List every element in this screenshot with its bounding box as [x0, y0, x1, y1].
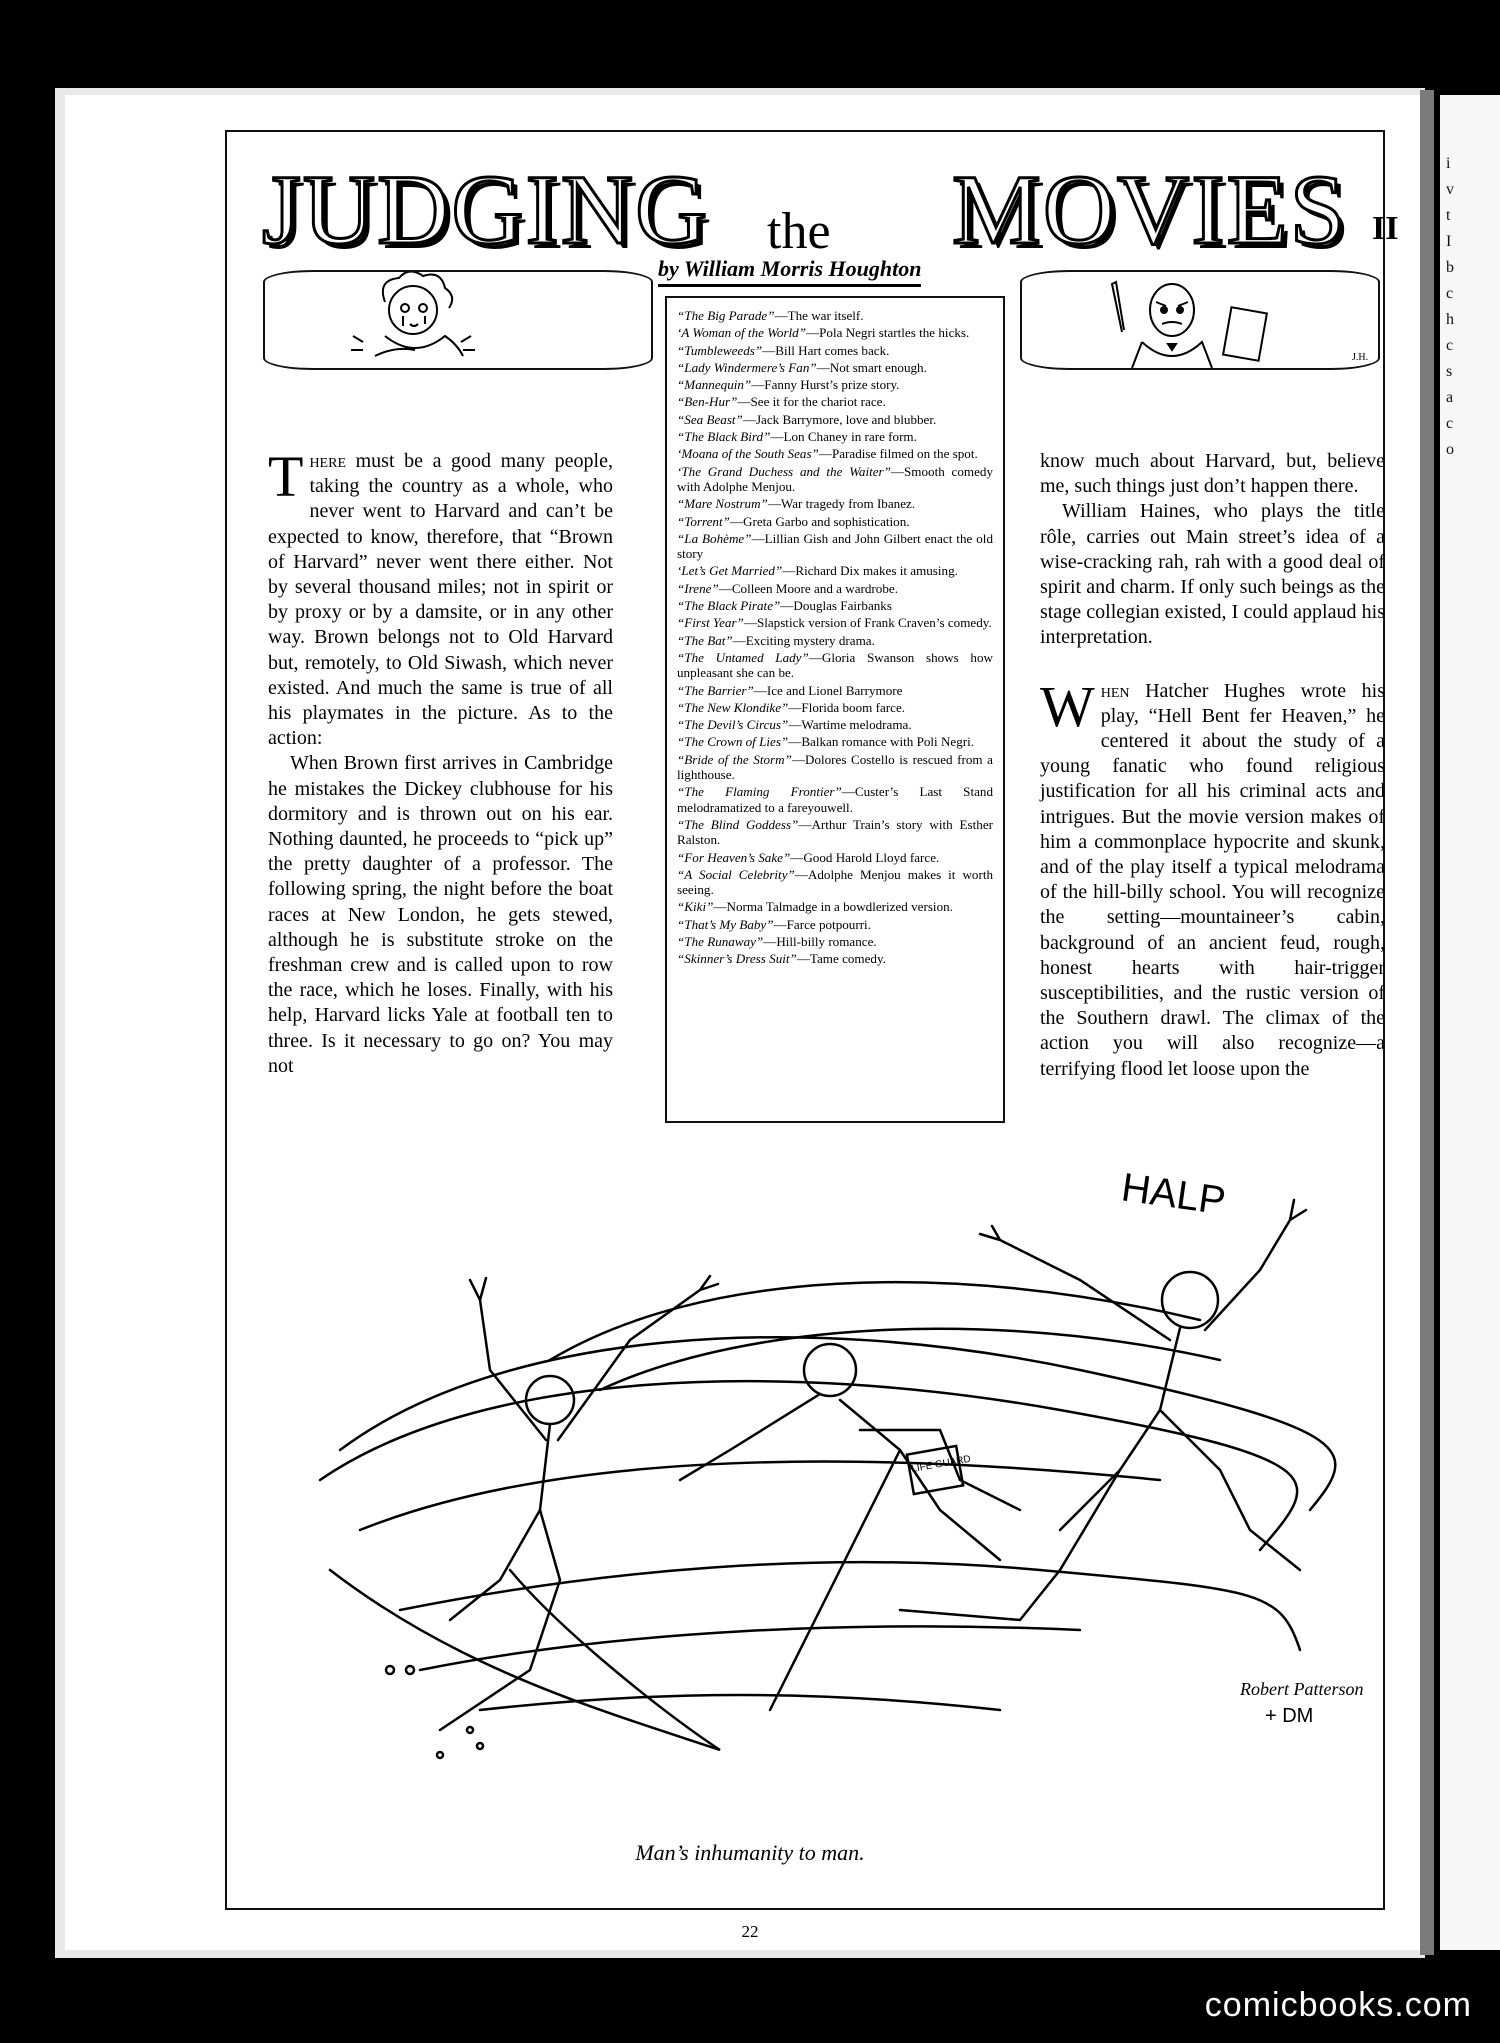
movie-list-item — [677, 951, 993, 966]
adjacent-page-fragment: c — [1446, 285, 1454, 302]
movie-title: “Bride of the Storm” — [677, 751, 792, 767]
watermark: comicbooks.com — [1204, 1986, 1472, 2024]
paragraph-4: William Haines, who plays the title rôle, carries out Main street’s idea of a wise-cracking rah, rah with a good deal of spirit and charm. If only such beings as the stage collegian existed, I could applaud his interpretation. — [1040, 500, 1385, 649]
movie-verdict: —Balkan romance with Poli Negri. — [788, 734, 975, 750]
movie-title: “Ben-Hur” — [677, 394, 738, 410]
movie-list-item — [677, 700, 993, 715]
critic-with-pen-illustration — [1022, 272, 1378, 368]
movie-title: “Lady Windermere’s Fan” — [677, 359, 817, 375]
adjacent-page-fragment: v — [1446, 181, 1454, 198]
movie-verdict: —Lillian Gish and John Gilbert enact the old story — [677, 530, 993, 562]
movie-title: “Torrent” — [677, 513, 730, 529]
adjacent-page-fragment: c — [1446, 337, 1454, 354]
movie-title: ‘Moana of the South Seas” — [677, 446, 819, 462]
adjacent-page-fragment: I — [1446, 233, 1452, 250]
movie-list-item — [677, 446, 993, 461]
movie-title: “The Big Parade” — [677, 308, 775, 323]
movie-list-box — [665, 296, 1005, 1123]
movie-title: “Tumbleweeds” — [677, 342, 763, 358]
paragraph-5-text: Hatcher Hughes wrote his play, “Hell Bent fer Heaven,” he centered it about the study of a young fanatic who found religious justification for all his criminal acts and intrigues. But the movie version makes of him a commonplace hypocrite and skunk, and of the play itself a typical melodrama of the hill-billy school. You will recognize the setting—mountaineer’s cabin, background of an ancient feud, rough, honest hearts with hair-trigger susceptibilities, and the rustic version of the Southern drawl. The climax of the action you will also recognize—a terrifying flood let loose upon the — [1040, 679, 1385, 1080]
dropcap-t: T — [268, 444, 304, 509]
movie-title: ‘The Grand Duchess and the Waiter” — [677, 463, 891, 479]
movie-verdict: —See it for the chariot race. — [737, 394, 886, 410]
cartoon-panel-left — [263, 270, 653, 370]
movie-list-item — [677, 531, 993, 562]
movie-list-item — [677, 563, 993, 578]
movie-list-item — [677, 429, 993, 444]
paragraph-1-lead: here — [309, 450, 346, 472]
title-the: the — [767, 203, 831, 260]
movie-title: “First Year” — [677, 615, 744, 631]
movie-title: “The Blind Goddess” — [677, 816, 799, 832]
flood-drawing — [300, 1150, 1380, 1810]
movie-list-item — [677, 464, 993, 495]
title-judging: JUDGING — [262, 154, 710, 265]
movie-title: “Mare Nostrum” — [677, 496, 768, 512]
movie-list-item — [677, 683, 993, 698]
movie-list-item — [677, 633, 993, 648]
movie-verdict: —Fanny Hurst’s prize story. — [751, 377, 900, 393]
movie-title: “Sea Beast” — [677, 411, 743, 427]
movie-list-item — [677, 615, 993, 630]
adjacent-page-fragment: h — [1446, 311, 1454, 328]
movie-list-item — [677, 934, 993, 949]
movie-verdict: —Arthur Train’s story with Esther Ralston. — [677, 816, 993, 848]
cartoon-panel-right — [1020, 270, 1380, 370]
movie-list-item — [677, 817, 993, 848]
movie-list-item — [677, 308, 993, 323]
movie-verdict: —Wartime melodrama. — [788, 717, 912, 733]
movie-verdict: —Paradise filmed on the spot. — [818, 446, 978, 462]
adjacent-page — [1440, 95, 1500, 1950]
movie-verdict: —Norma Talmadge in a bowdlerized version. — [713, 899, 953, 915]
movie-title: “Mannequin” — [677, 377, 752, 393]
life-guard-label: LIFE GUARD — [910, 1453, 972, 1475]
movie-list-item — [677, 867, 993, 898]
movie-verdict: —Colleen Moore and a wardrobe. — [718, 580, 898, 596]
movie-verdict: —Exciting mystery drama. — [732, 632, 875, 648]
paragraph-2: When Brown first arrives in Cambridge he mistakes the Dickey clubhouse for his dormitory and is thrown out on his ear. Nothing daunted, he proceeds to “pick up” the pretty daughter of a professor. The following spring, the night before the boat races at New London, he gets stewed, although he is substitute stroke on the freshman crew and is called upon to row the race, which he loses. Finally, with his help, Harvard licks Yale at football ten to three. Is it necessary to go on? You may not — [268, 752, 613, 1077]
movie-title: ‘A Woman of the World” — [677, 325, 807, 341]
movie-verdict: —Florida boom farce. — [788, 699, 906, 715]
page-number: 22 — [741, 1922, 759, 1941]
adjacent-page-fragment: c — [1446, 415, 1454, 432]
movie-verdict: —Good Harold Lloyd farce. — [790, 849, 940, 865]
movie-list-item — [677, 598, 993, 613]
title-numeral: II — [1372, 210, 1399, 247]
movie-verdict: —Greta Garbo and sophistication. — [729, 513, 910, 529]
movie-title: ‘Let’s Get Married” — [677, 563, 783, 579]
movie-title: “La Bohème” — [677, 530, 752, 546]
movie-title: “The Barrier” — [677, 682, 754, 698]
movie-list-item — [677, 325, 993, 340]
movie-verdict: —Adolphe Menjou makes it worth seeing. — [677, 866, 994, 898]
movie-verdict: —The war itself. — [774, 308, 864, 323]
movie-list-item — [677, 717, 993, 732]
crying-woman-illustration — [265, 272, 651, 368]
movie-verdict: —Custer’s Last Stand melodramatized to a fareyouwell. — [677, 784, 993, 815]
movie-verdict: —Pola Negri startles the hicks. — [806, 325, 970, 341]
halp-shout: HALP — [1118, 1165, 1229, 1224]
movie-verdict: —Smooth comedy with Adolphe Menjou. — [677, 463, 994, 494]
dropcap-w: W — [1040, 673, 1095, 739]
movie-title: “The New Klondike” — [677, 699, 789, 715]
movie-title: “Kiki” — [677, 899, 714, 915]
movie-title: “A Social Celebrity” — [677, 866, 795, 882]
movie-list-item — [677, 850, 993, 865]
movie-title: “The Crown of Lies” — [677, 734, 789, 750]
movie-list-item — [677, 377, 993, 392]
paragraph-1 — [268, 444, 613, 751]
movie-verdict: —Dolores Costello is rescued from a lighthouse. — [677, 751, 993, 783]
adjacent-page-fragment: a — [1446, 389, 1454, 406]
movie-verdict: —Ice and Lionel Barrymore — [753, 682, 903, 698]
movie-title: “The Black Pirate” — [677, 598, 781, 614]
article-title — [262, 154, 1399, 270]
svg-text:J.H.: J.H. — [1352, 352, 1369, 363]
movie-verdict: —Douglas Fairbanks — [780, 598, 892, 614]
movie-list-item — [677, 360, 993, 375]
movie-list-item — [677, 343, 993, 358]
movie-list-item — [677, 581, 993, 596]
spine-shadow — [1420, 90, 1434, 1955]
movie-list-item — [677, 917, 993, 932]
movie-verdict: —Slapstick version of Frank Craven’s comedy. — [743, 615, 992, 631]
byline: by William Morris Houghton — [658, 256, 921, 287]
movie-verdict: —War tragedy from Ibanez. — [767, 496, 916, 512]
movie-verdict: —Gloria Swanson shows how unpleasant she can be. — [677, 649, 993, 681]
left-column — [268, 444, 613, 1079]
adjacent-page-fragment: b — [1446, 259, 1454, 276]
paragraph-5-lead: hen — [1100, 679, 1130, 702]
paragraph-1-text: must be a good many people, taking the country as a whole, who never went to Harvard and can’t be expected to know, therefore, that “Brown of Harvard” never went there either. Not by several thousand miles; not in spirit or by proxy or by a damsite, or in any other way. Brown belongs not to Old Harvard but, remotely, to Old Siwash, which never existed. And much the same is true of all his playmates in the picture. As to the action: — [268, 450, 613, 750]
movie-list-item — [677, 734, 993, 749]
movie-verdict: —Not smart enough. — [816, 359, 927, 375]
movie-verdict: —Jack Barrymore, love and blubber. — [742, 411, 937, 427]
movie-list-item — [677, 899, 993, 914]
movie-title: “The Runaway” — [677, 933, 764, 949]
movie-title: “The Untamed Lady” — [677, 649, 809, 665]
movie-title: “The Flaming Frontier” — [677, 784, 842, 800]
movie-title: “Irene” — [677, 580, 719, 596]
movie-title: “The Black Bird” — [677, 429, 771, 445]
movie-verdict: —Bill Hart comes back. — [762, 342, 890, 358]
movie-list-item — [677, 394, 993, 409]
movie-list-item — [677, 650, 993, 681]
movie-list-item — [677, 514, 993, 529]
illustration-caption: Man’s inhumanity to man. — [635, 1840, 865, 1865]
movie-title: “That’s My Baby” — [677, 916, 774, 932]
adjacent-page-fragment: o — [1446, 441, 1454, 458]
movie-title: “Skinner’s Dress Suit” — [677, 951, 797, 967]
movie-title: “The Bat” — [677, 632, 733, 648]
paragraph-5 — [1040, 673, 1385, 1082]
artist-signature: Robert Patterson — [1240, 1679, 1364, 1699]
movie-verdict: —Farce potpourri. — [773, 916, 871, 932]
movie-list-item — [677, 412, 993, 427]
artist-signature-2: + DM — [1265, 1705, 1314, 1727]
movie-list-item — [677, 496, 993, 511]
adjacent-page-fragment: s — [1446, 363, 1453, 380]
movie-verdict: —Lon Chaney in rare form. — [770, 429, 917, 445]
movie-title: “The Devil’s Circus” — [677, 717, 789, 733]
movie-verdict: —Tame comedy. — [796, 951, 886, 967]
flood-illustration — [300, 1150, 1380, 1810]
adjacent-page-fragment: t — [1446, 207, 1451, 224]
movie-title: “For Heaven’s Sake” — [677, 849, 791, 865]
movie-list — [667, 298, 1003, 967]
movie-list-item — [677, 752, 993, 783]
movie-list-item — [677, 784, 993, 815]
movie-verdict: —Hill-billy romance. — [763, 933, 877, 949]
right-column — [1040, 449, 1385, 1082]
movie-verdict: —Richard Dix makes it amusing. — [782, 563, 958, 579]
paragraph-3: know much about Harvard, but, believe me, such things just don’t happen there. — [1040, 450, 1385, 498]
title-movies: MOVIES — [952, 154, 1348, 265]
adjacent-page-fragment: i — [1446, 155, 1451, 172]
